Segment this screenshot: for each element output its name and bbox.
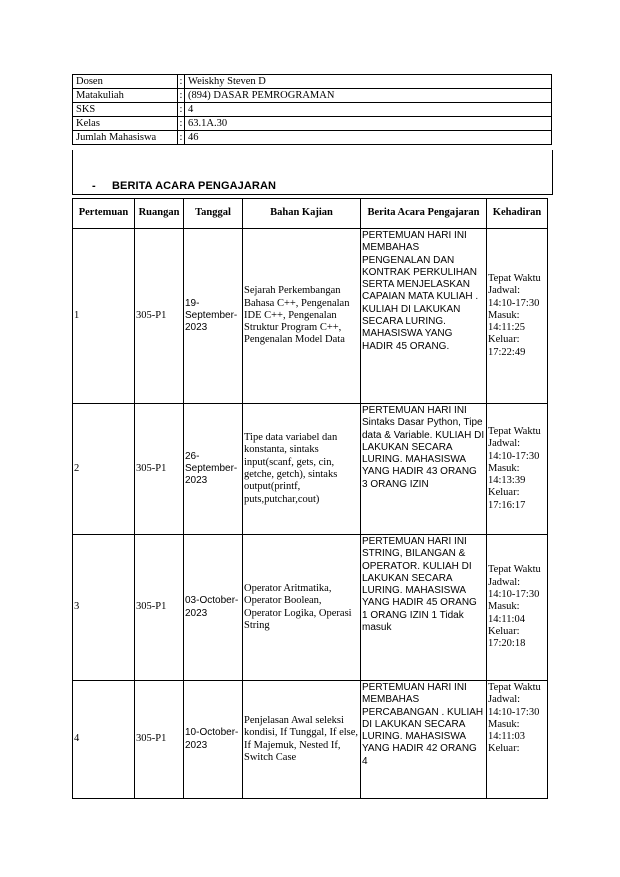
info-row-kelas: [73, 117, 552, 131]
info-separator: :: [178, 131, 185, 145]
cell-berita-acara: PERTEMUAN HARI INI Sintaks Dasar Python, Tipe data & Variable. KULIAH DI LAKUKAN SECARA LURING. MAHASISWA YANG HADIR 43 ORANG 3 ORANG IZIN: [361, 404, 487, 535]
cell-pertemuan: 2: [73, 404, 135, 535]
info-label: Dosen: [73, 75, 178, 89]
header-berita-acara: Berita Acara Pengajaran: [361, 199, 487, 229]
cell-bahan-kajian: Sejarah Perkembangan Bahasa C++, Pengenalan IDE C++, Pengenalan Struktur Program C++, Pengenalan Model Data: [243, 229, 361, 404]
heading-title: BERITA ACARA PENGAJARAN: [112, 180, 277, 192]
course-info-table: [72, 74, 552, 145]
cell-kehadiran: Tepat Waktu Jadwal: 14:10-17:30 Masuk: 14:13:39 Keluar: 17:16:17: [487, 404, 548, 535]
cell-berita-acara: PERTEMUAN HARI INI MEMBAHAS PERCABANGAN . KULIAH DI LAKUKAN SECARA LURING. MAHASISWA YANG HADIR 42 ORANG 4: [361, 681, 487, 799]
heading-bullet: -: [92, 180, 96, 192]
info-row-jumlah-mahasiswa: [73, 131, 552, 145]
info-separator: :: [178, 89, 185, 103]
attendance-table: [72, 198, 548, 799]
cell-pertemuan: 3: [73, 535, 135, 681]
cell-tanggal: 10-October-2023: [184, 681, 243, 799]
info-separator: :: [178, 75, 185, 89]
cell-ruangan: 305-P1: [135, 404, 184, 535]
info-separator: :: [178, 117, 185, 131]
cell-kehadiran: Tepat Waktu Jadwal: 14:10-17:30 Masuk: 14:11:04 Keluar: 17:20:18: [487, 535, 548, 681]
table-row: [73, 535, 548, 681]
info-label: Kelas: [73, 117, 178, 131]
info-value-dosen: Weiskhy Steven D: [185, 75, 552, 89]
info-label: Matakuliah: [73, 89, 178, 103]
table-row: [73, 404, 548, 535]
cell-ruangan: 305-P1: [135, 229, 184, 404]
cell-tanggal: 26-September-2023: [184, 404, 243, 535]
header-tanggal: Tanggal: [184, 199, 243, 229]
info-label: SKS: [73, 103, 178, 117]
header-kehadiran: Kehadiran: [487, 199, 548, 229]
info-row-matakuliah: [73, 89, 552, 103]
cell-berita-acara: PERTEMUAN HARI INI STRING, BILANGAN & OPERATOR. KULIAH DI LAKUKAN SECARA LURING. MAHASISWA YANG HADIR 45 ORANG 1 ORANG IZIN 1 Tidak masuk: [361, 535, 487, 681]
header-bahan-kajian: Bahan Kajian: [243, 199, 361, 229]
cell-pertemuan: 4: [73, 681, 135, 799]
cell-bahan-kajian: Operator Aritmatika, Operator Boolean, Operator Logika, Operasi String: [243, 535, 361, 681]
cell-bahan-kajian: Tipe data variabel dan konstanta, sintaks input(scanf, gets, cin, getche, getch), sintaks output(printf, puts,putchar,cout): [243, 404, 361, 535]
cell-ruangan: 305-P1: [135, 535, 184, 681]
cell-tanggal: 03-October-2023: [184, 535, 243, 681]
info-value-matakuliah: (894) DASAR PEMROGRAMAN: [185, 89, 552, 103]
cell-pertemuan: 1: [73, 229, 135, 404]
info-label: Jumlah Mahasiswa: [73, 131, 178, 145]
table-row: [73, 229, 548, 404]
info-value-jumlah-mahasiswa: 46: [185, 131, 552, 145]
cell-bahan-kajian: Penjelasan Awal seleksi kondisi, If Tunggal, If else, If Majemuk, Nested If, Switch Case: [243, 681, 361, 799]
cell-kehadiran: Tepat Waktu Jadwal: 14:10-17:30 Masuk: 14:11:25 Keluar: 17:22:49: [487, 229, 548, 404]
info-separator: :: [178, 103, 185, 117]
table-header-row: [73, 199, 548, 229]
info-value-sks: 4: [185, 103, 552, 117]
cell-kehadiran: Tepat Waktu Jadwal: 14:10-17:30 Masuk: 14:11:03 Keluar:: [487, 681, 548, 799]
header-ruangan: Ruangan: [135, 199, 184, 229]
cell-tanggal: 19-September-2023: [184, 229, 243, 404]
section-heading: [92, 180, 276, 192]
table-row: [73, 681, 548, 799]
header-pertemuan: Pertemuan: [73, 199, 135, 229]
info-row-sks: [73, 103, 552, 117]
cell-berita-acara: PERTEMUAN HARI INI MEMBAHAS PENGENALAN DAN KONTRAK PERKULIHAN SERTA MENJELASKAN CAPAIAN MATA KULIAH . KULIAH DI LAKUKAN SECARA LURING. MAHASISWA YANG HADIR 45 ORANG.: [361, 229, 487, 404]
cell-ruangan: 305-P1: [135, 681, 184, 799]
info-value-kelas: 63.1A.30: [185, 117, 552, 131]
info-row-dosen: [73, 75, 552, 89]
